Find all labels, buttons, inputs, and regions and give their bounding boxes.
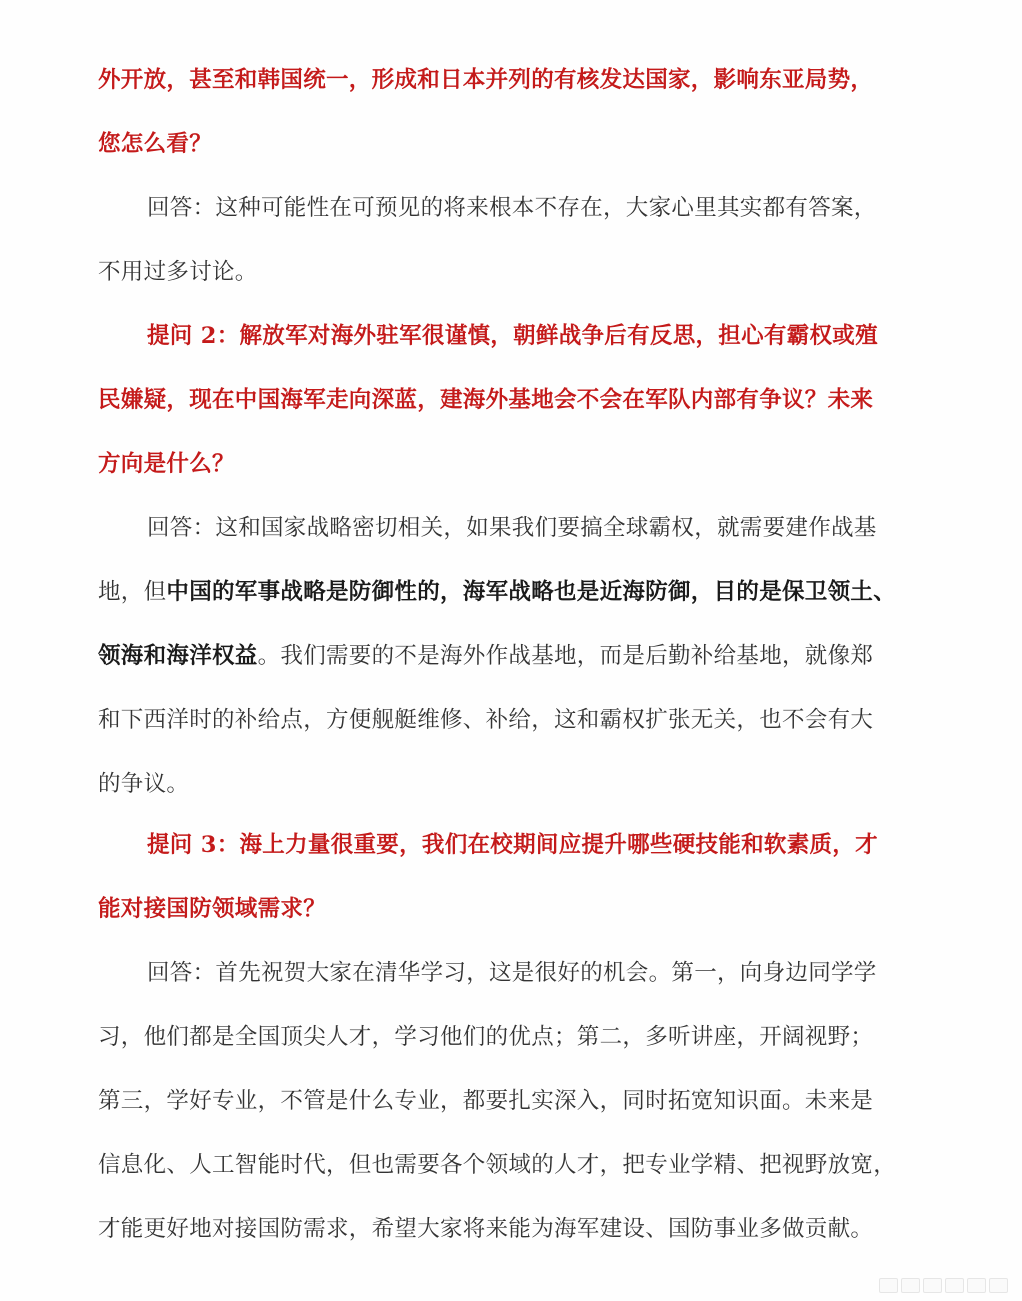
answer-3-line-1: 回答：首先祝贺大家在清华学习，这是很好的机会。第一，向身边同学学: [147, 960, 877, 986]
answer-3-line-5: 才能更好地对接国防需求，希望大家将来能为海军建设、国防事业多做贡献。: [98, 1216, 874, 1242]
question-2-line-2: 民嫌疑，现在中国海军走向深蓝，建海外基地会不会在军队内部有争议？未来: [98, 387, 874, 413]
answer-3-line-2: 习，他们都是全国顶尖人才，学习他们的优点；第二，多听讲座，开阔视野；: [98, 1024, 874, 1050]
answer-2-emphasis-2: 领海和海洋权益: [98, 643, 258, 669]
answer-2-line-1: 回答：这和国家战略密切相关，如果我们要搞全球霸权，就需要建作战基: [147, 515, 877, 541]
answer-2-line-5: 的争议。: [98, 771, 190, 797]
question-3-line-1: 提问 3：海上力量很重要，我们在校期间应提升哪些硬技能和软素质，才: [147, 832, 878, 858]
answer-2-line-3: [98, 639, 958, 673]
question-3-line-2: 能对接国防领域需求？: [98, 896, 327, 922]
watermark: [879, 1278, 1008, 1293]
answer-2-emphasis-1: 中国的军事战略是防御性的，海军战略也是近海防御，目的是保卫领土、: [166, 579, 897, 605]
answer-3-line-3: 第三，学好专业，不管是什么专业，都要扎实深入，同时拓宽知识面。未来是: [98, 1088, 874, 1114]
question-2-line-1: 提问 2：解放军对海外驻军很谨慎，朝鲜战争后有反思，担心有霸权或殖: [147, 323, 878, 349]
answer-2-line-3-plain: 。我们需要的不是海外作战基地，而是后勤补给基地，就像郑: [257, 643, 874, 669]
watermark-box-icon: [945, 1278, 964, 1293]
watermark-box-icon: [967, 1278, 986, 1293]
question-2-line-3: 方向是什么？: [98, 451, 235, 477]
watermark-box-icon: [923, 1278, 942, 1293]
answer-1-line-1: 回答：这种可能性在可预见的将来根本不存在，大家心里其实都有答案，: [147, 195, 877, 221]
answer-3-line-4: 信息化、人工智能时代，但也需要各个领域的人才，把专业学精、把视野放宽，: [98, 1152, 897, 1178]
question-1-line-1: 外开放，甚至和韩国统一，形成和日本并列的有核发达国家，影响东亚局势，: [98, 67, 874, 93]
watermark-box-icon: [989, 1278, 1008, 1293]
watermark-box-icon: [879, 1278, 898, 1293]
watermark-box-icon: [901, 1278, 920, 1293]
answer-2-line-4: 和下西洋时的补给点，方便舰艇维修、补给，这和霸权扩张无关，也不会有大: [98, 707, 874, 733]
answer-2-line-2: [98, 575, 958, 609]
answer-2-line-2-plain: 地，但: [98, 579, 167, 605]
answer-1-line-2: 不用过多讨论。: [98, 259, 258, 285]
question-1-line-2: 您怎么看？: [98, 131, 213, 157]
